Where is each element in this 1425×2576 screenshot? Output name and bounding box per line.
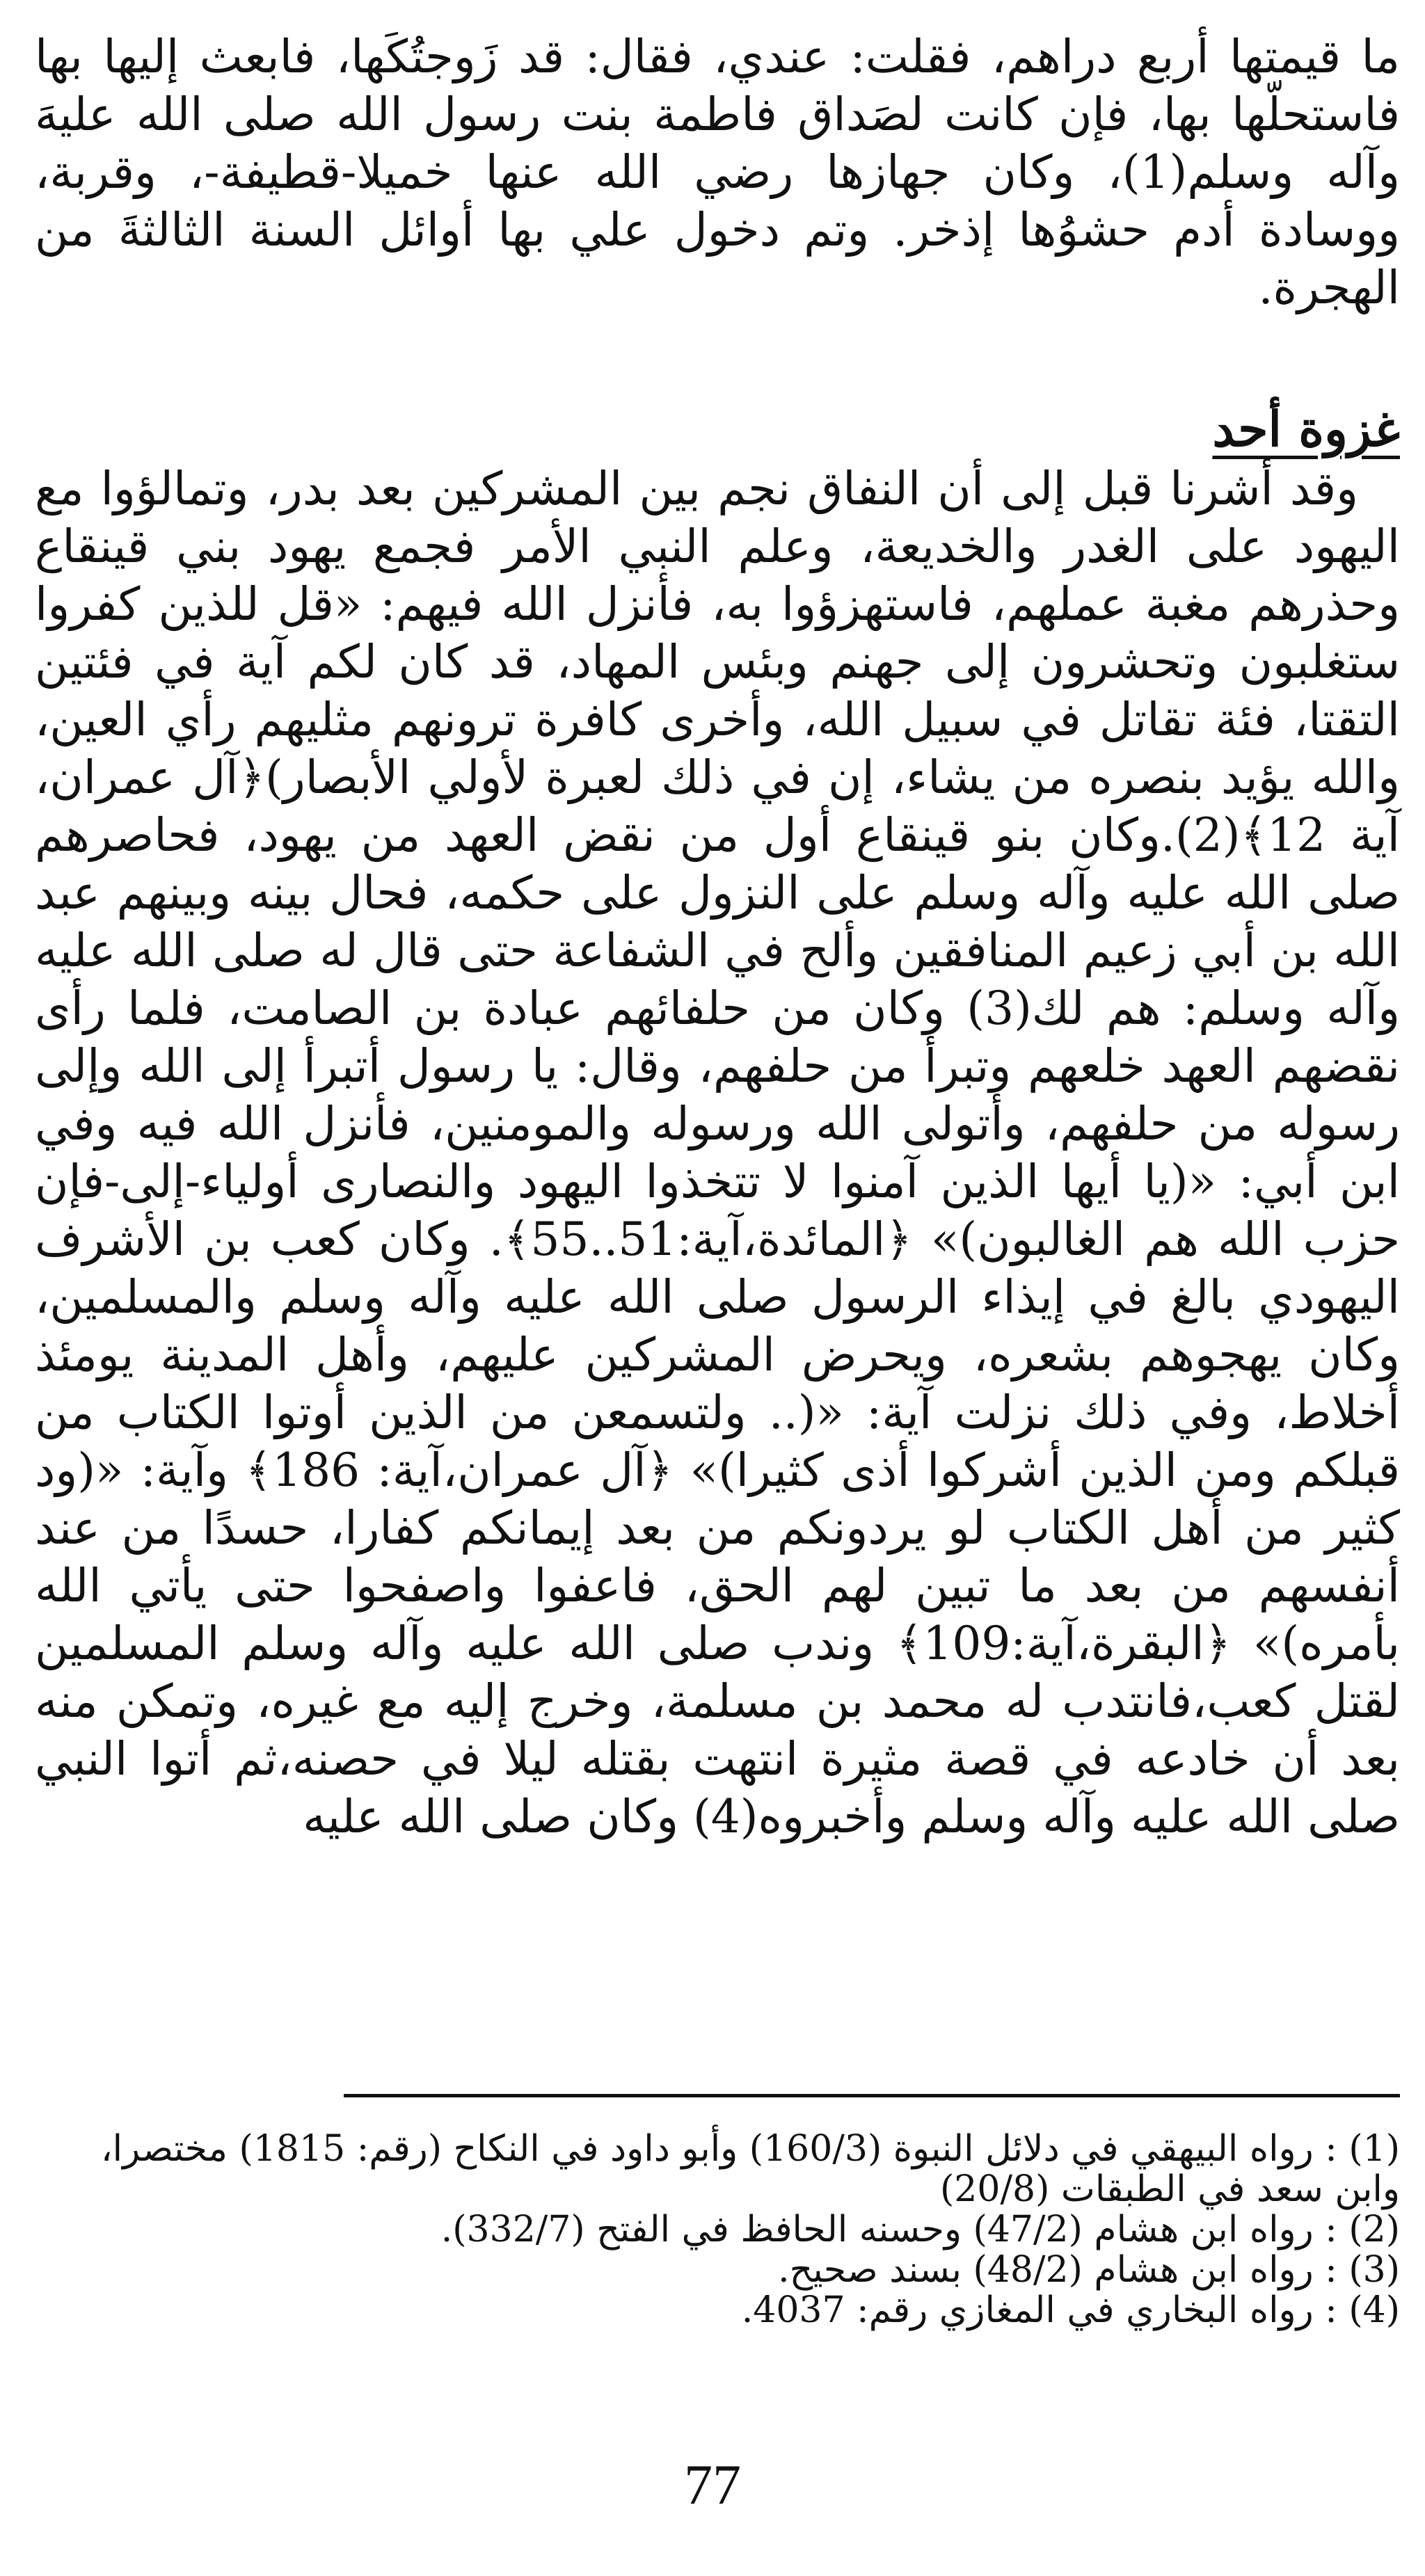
footnote-3: (3) : رواه ابن هشام (48/2) بسند صحيح. — [778, 2249, 1400, 2291]
footnote-1: (1) : رواه البيهقي في دلائل النبوة (160/3) وأبو داود في النكاح (رقم: 1815) مختصرا، وابن سعد في الطبقات (20/8) — [100, 2128, 1400, 2210]
main-text — [35, 28, 1400, 1846]
body-paragraph: وقد أشرنا قبل إلى أن النفاق نجم بين المشركين بعد بدر، وتمالؤوا مع اليهود على الغدر والخديعة، وعلم النبي الأمر فجمع يهود بني قينقاع وحذرهم مغبة عملهم، فاستهزؤوا به، فأنزل الله فيهم: «قل للذين كفروا ستغلبون وتحشرون إلى جهنم وبئس المهاد، قد كان لكم آية في فئتين التقتا، فئة تقاتل في سبيل الله، وأخرى كافرة ترونهم مثليهم رأي العين، والله يؤيد بنصره من يشاء، إن في ذلك لعبرة لأولي الأبصار)﴿آل عمران، آية 12﴾(2).وكان بنو قينقاع أول من نقض العهد من يهود، فحاصرهم صلى الله عليه وآله وسلم على النزول على حكمه، فحال بينه وبينهم عبد الله بن أبي زعيم المنافقين وألح في الشفاعة حتى قال له صلى الله عليه وآله وسلم: هم لك(3) وكان من حلفائهم عبادة بن الصامت، فلما رأى نقضهم العهد خلعهم وتبرأ من حلفهم، وقال: يا رسول أتبرأ إلى الله وإلى رسوله من حلفهم، وأتولى الله ورسوله والمومنين، فأنزل الله فيه وفي ابن أبي: «(يا أيها الذين آمنوا لا تتخذوا اليهود والنصارى أولياء-إلى-فإن حزب الله هم الغالبون)» ﴿المائدة،آية:51..55﴾. وكان كعب بن الأشرف اليهودي بالغ في إيذاء الرسول صلى الله عليه وآله وسلم والمسلمين، وكان يهجوهم بشعره، ويحرض المشركين عليهم، وأهل المدينة يومئذ أخلاط، وفي ذلك نزلت آية: «(.. ولتسمعن من الذين أوتوا الكتاب من قبلكم ومن الذين أشركوا أذى كثيرا)» ﴿آل عمران،آية: 186﴾ وآية: «(ود كثير من أهل الكتاب لو يردونكم من بعد إيمانكم كفارا، حسدًا من عند أنفسهم من بعد ما تبين لهم الحق، فاعفوا واصفحوا حتى يأتي الله بأمره)» ﴿البقرة،آية:109﴾ وندب صلى الله عليه وآله وسلم المسلمين لقتل كعب،فانتدب له محمد بن مسلمة، وخرج إليه مع غيره، وتمكن منه بعد أن خادعه في قصة مثيرة انتهت بقتله ليلا في حصنه،ثم أتوا النبي صلى الله عليه وآله وسلم وأخبروه(4) وكان صلى الله عليه — [35, 462, 1401, 1843]
page-number: 77 — [684, 2453, 741, 2516]
section-title: غزوة أحد — [1212, 400, 1400, 458]
footnote-2: (2) : رواه ابن هشام (47/2) وحسنه الحافظ في الفتح (332/7). — [440, 2209, 1400, 2250]
footnotes — [35, 2129, 1400, 2330]
footnote-separator — [344, 2094, 1400, 2097]
intro-paragraph: ما قيمتها أربع دراهم، فقلت: عندي، فقال: قد زَوجتُكَها، فابعث إليها بها فاستحلّها بها، فإن كانت لصَداق فاطمة بنت رسول الله صلى الله عليهَ وآله وسلم(1)، وكان جهازها رضي الله عنها خميلا-قطيفة-، وقربة، ووسادة أدم حشوُها إذخر. وتم دخول علي بها أوائل السنة الثالثةَ من الهجرة. — [35, 30, 1400, 314]
footnote-4: (4) : رواه البخاري في المغازي رقم: 4037. — [741, 2289, 1400, 2331]
